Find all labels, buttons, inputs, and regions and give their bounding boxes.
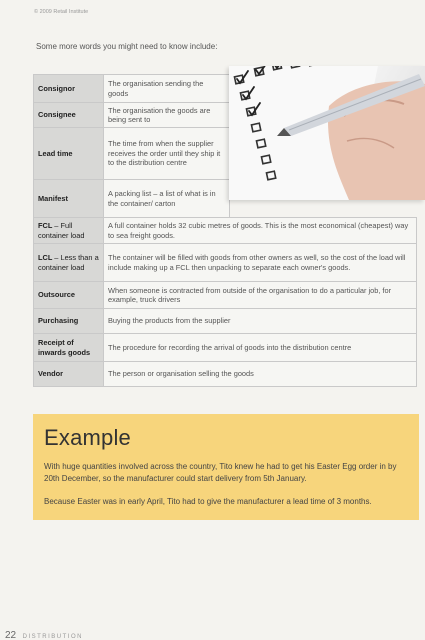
table-row: [34, 282, 417, 309]
definition-cell: A full container holds 32 cubic metres of goods. This is the most economical (cheapest) way to sea freight goods.: [104, 218, 417, 244]
term-note: – Full container load: [38, 221, 85, 240]
definition-cell: Buying the products from the supplier: [104, 309, 417, 334]
definition-cell: A packing list – a list of what is in the container/ carton: [104, 180, 230, 218]
term-cell: Lead time: [34, 128, 104, 180]
page-number: 22: [5, 630, 17, 640]
page-footer: [5, 630, 83, 640]
term-cell: Manifest: [34, 180, 104, 218]
definition-cell: The organisation the goods are being sent to: [104, 103, 230, 128]
term-cell: Receipt of inwards goods: [34, 334, 104, 362]
term-note: – Less than a container load: [38, 253, 99, 272]
table-row: [34, 218, 417, 244]
term-abbrev: LCL: [38, 253, 53, 263]
example-paragraph: Because Easter was in early April, Tito had to give the manufacturer a lead time of 3 months.: [44, 497, 372, 506]
definition-cell: When someone is contracted from outside of the organisation to do a particular job, for example, truck drivers: [104, 282, 417, 309]
term-cell: Consignor: [34, 75, 104, 103]
term-cell: [34, 218, 104, 244]
example-paragraph: With huge quantities involved across the country, Tito knew he had to get his Easter Egg order in by 20th December, so the manufacturer could start delivery from 5th January.: [44, 462, 397, 483]
term-cell: Outsource: [34, 282, 104, 309]
checklist-pen-icon: [229, 66, 425, 200]
definition-cell: The person or organisation selling the goods: [104, 362, 417, 387]
term-cell: Purchasing: [34, 309, 104, 334]
term-cell: [34, 244, 104, 282]
definition-cell: The procedure for recording the arrival of goods into the distribution centre: [104, 334, 417, 362]
table-row: [34, 309, 417, 334]
table-row: [34, 244, 417, 282]
definition-cell: The organisation sending the goods: [104, 75, 230, 103]
intro-text: Some more words you might need to know include:: [36, 42, 218, 51]
term-cell: Vendor: [34, 362, 104, 387]
definition-cell: The container will be filled with goods from other owners as well, so the cost of the load will include making up a FCL then unpacking to separate each owner's goods.: [104, 244, 417, 282]
checklist-pen-photo: [229, 66, 425, 200]
example-box: [33, 414, 419, 520]
example-heading: Example: [44, 425, 131, 450]
term-cell: Consignee: [34, 103, 104, 128]
term-abbrev: FCL: [38, 221, 53, 231]
table-row: [34, 334, 417, 362]
table-row: [34, 362, 417, 387]
definition-cell: The time from when the supplier receives the order until they ship it to the distribution centre: [104, 128, 230, 180]
section-label: DISTRIBUTION: [22, 634, 83, 640]
copyright-notice: © 2009 Retail Institute: [34, 9, 89, 15]
